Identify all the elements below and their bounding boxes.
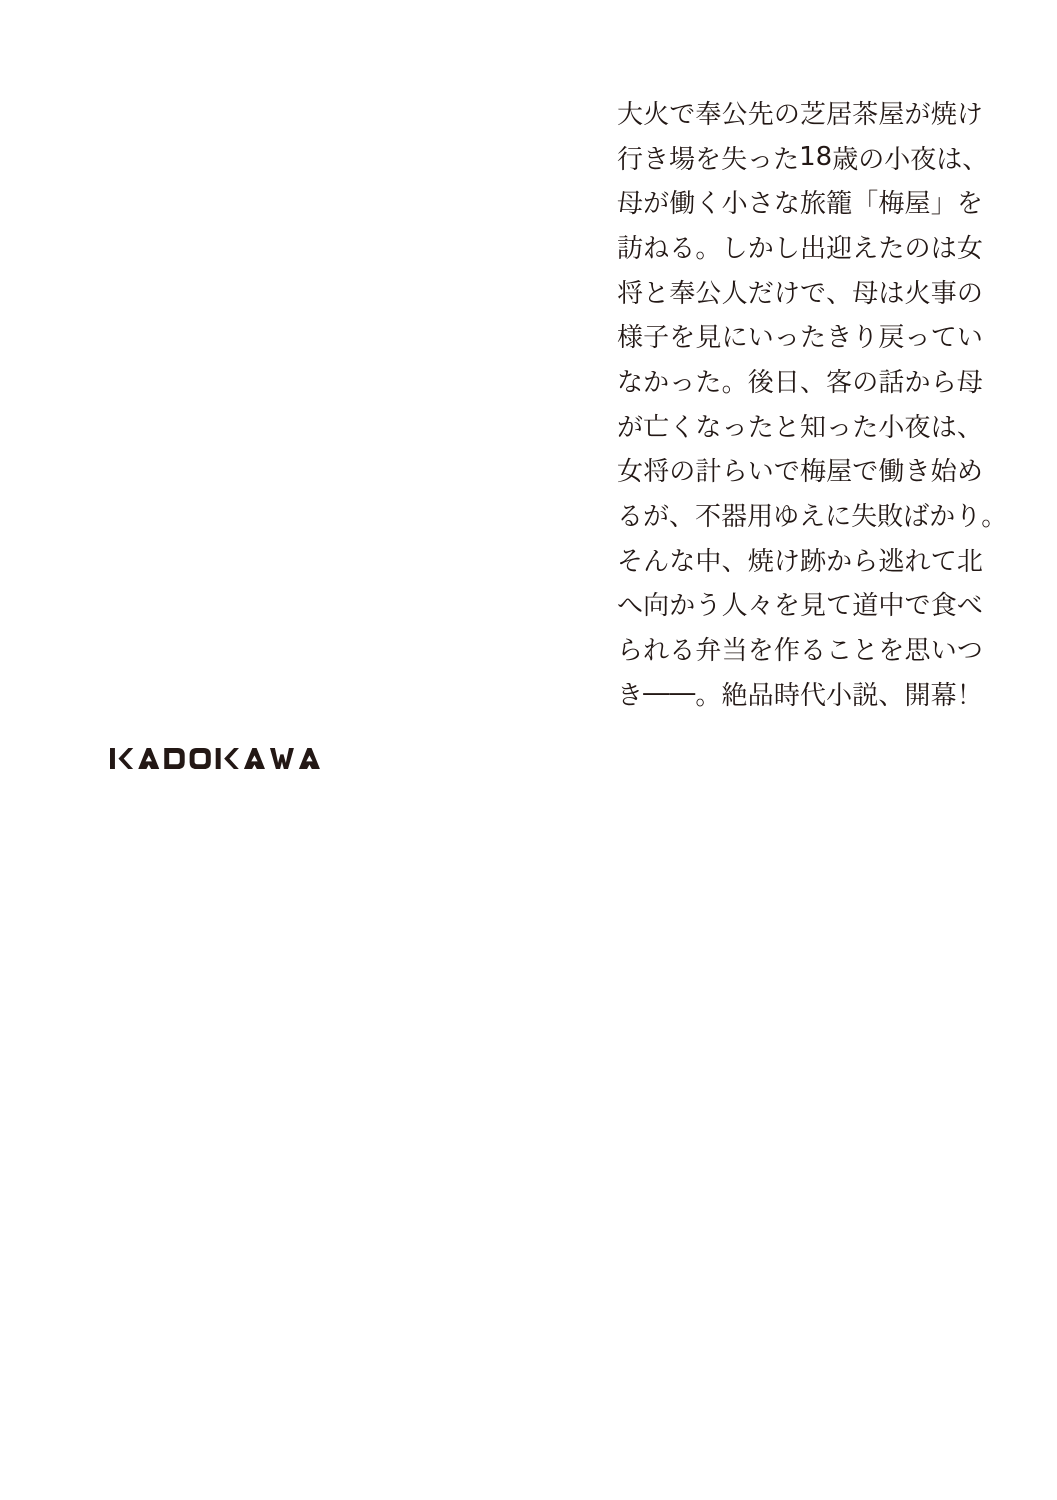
synopsis-line: 行 き 場 を 失 っ た 1 8 歳 の 小 夜 は 、 <box>617 142 989 175</box>
kadokawa-logo-icon <box>110 748 320 769</box>
publisher-logo-area <box>110 748 320 772</box>
synopsis-line: き ― ― 。 絶 品 時 代 小 説 、 開 幕 ！ <box>617 678 983 711</box>
synopsis-text-block <box>617 90 1008 716</box>
synopsis-line: る が 、 不 器 用 ゆ え に 失 敗 ば か り 。 <box>617 502 1008 533</box>
synopsis-line: そ ん な 中 、 焼 け 跡 か ら 逃 れ て 北 <box>617 546 983 577</box>
synopsis-line: 将 と 奉 公 人 だ け で 、 母 は 火 事 の <box>617 278 983 309</box>
synopsis-line: が 亡 く な っ た と 知 っ た 小 夜 は 、 <box>617 412 983 443</box>
synopsis-line: ら れ る 弁 当 を 作 る こ と を 思 い つ <box>617 636 983 667</box>
synopsis-line: 訪 ね る 。 し か し 出 迎 え た の は 女 <box>617 233 983 264</box>
synopsis-line: な か っ た 。 後 日 、 客 の 話 か ら 母 <box>617 367 983 398</box>
synopsis-line: 母 が 働 く 小 さ な 旅 籠 「 梅 屋 」 を <box>617 189 983 220</box>
synopsis-line: 様 子 を 見 に い っ た き り 戻 っ て い <box>617 323 983 354</box>
synopsis-line: 女 将 の 計 ら い で 梅 屋 で 働 き 始 め <box>617 457 983 488</box>
synopsis-line: へ 向 か う 人 々 を 見 て 道 中 で 食 べ <box>617 591 983 622</box>
synopsis-line: 大 火 で 奉 公 先 の 芝 居 茶 屋 が 焼 け <box>617 99 983 130</box>
